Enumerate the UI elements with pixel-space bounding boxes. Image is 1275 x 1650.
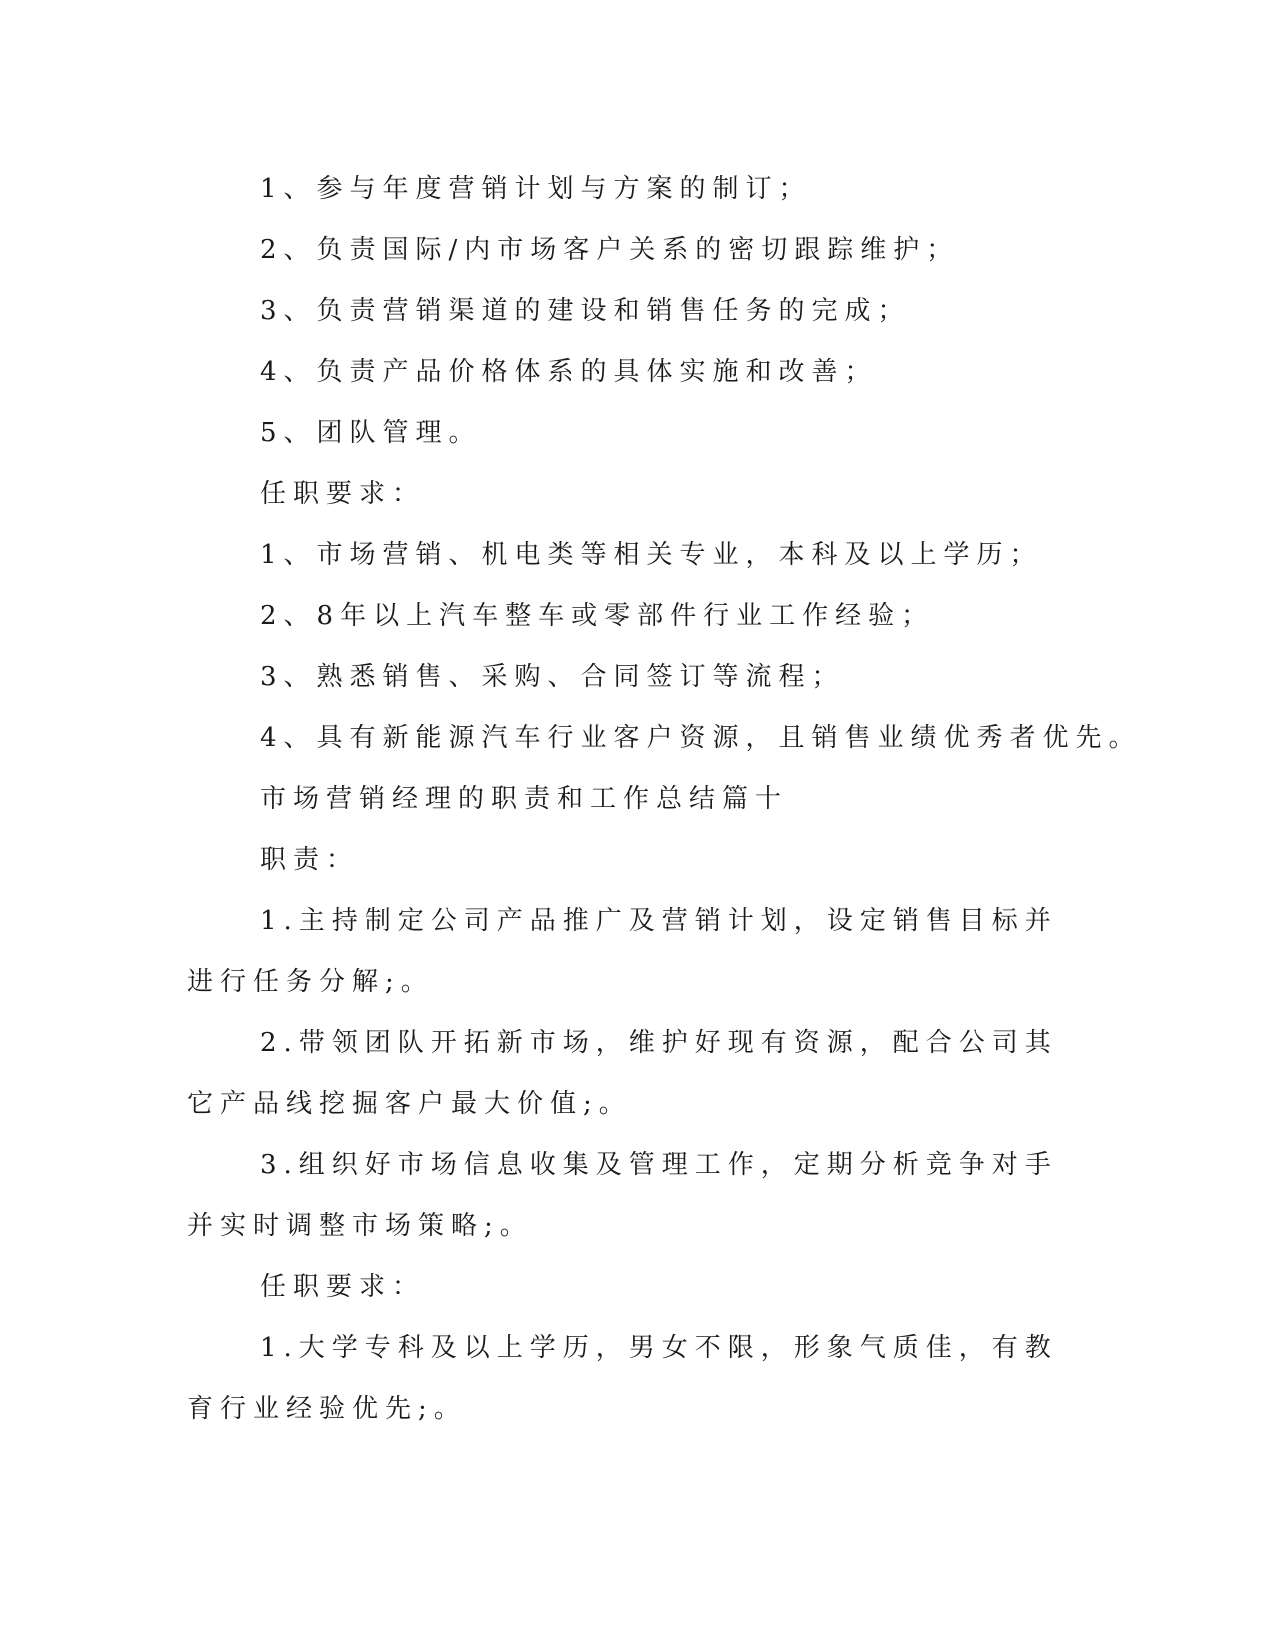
paragraph-duty-5: 5、团队管理。 (260, 418, 482, 448)
paragraph-duty-1: 1、参与年度营销计划与方案的制订； (260, 174, 812, 204)
section-title: 市场营销经理的职责和工作总结篇十 (260, 784, 789, 814)
paragraph-duty-2: 2、负责国际/内市场客户关系的密切跟踪维护； (260, 235, 960, 265)
paragraph-requirement-2: 2、8年以上汽车整车或零部件行业工作经验； (260, 601, 935, 631)
document-body (187, 159, 1142, 1440)
section-heading-requirements: 任职要求： (260, 479, 426, 509)
paragraph-requirement-4: 4、具有新能源汽车行业客户资源，且销售业绩优秀者优先。 (260, 723, 1142, 753)
paragraph-requirement-3: 3、熟悉销售、采购、合同签订等流程； (260, 662, 845, 692)
paragraph-duty-3: 3、负责营销渠道的建设和销售任务的完成； (260, 296, 911, 326)
paragraph-duty-item-2: 2.带领团队开拓新市场，维护好现有资源，配合公司其它产品线挖掘客户最大价值;。 (187, 1028, 1058, 1119)
section-heading-duties: 职责： (260, 845, 360, 875)
paragraph-duty-item-3: 3.组织好市场信息收集及管理工作，定期分析竞争对手并实时调整市场策略;。 (187, 1150, 1058, 1241)
paragraph-duty-4: 4、负责产品价格体系的具体实施和改善； (260, 357, 878, 387)
paragraph-duty-item-1: 1.主持制定公司产品推广及营销计划，设定销售目标并进行任务分解;。 (187, 906, 1058, 997)
paragraph-requirement-1: 1、市场营销、机电类等相关专业，本科及以上学历； (260, 540, 1043, 570)
section-heading-requirements-2: 任职要求： (260, 1272, 426, 1302)
paragraph-requirement-item-1: 1.大学专科及以上学历，男女不限，形象气质佳，有教育行业经验优先;。 (187, 1333, 1058, 1424)
